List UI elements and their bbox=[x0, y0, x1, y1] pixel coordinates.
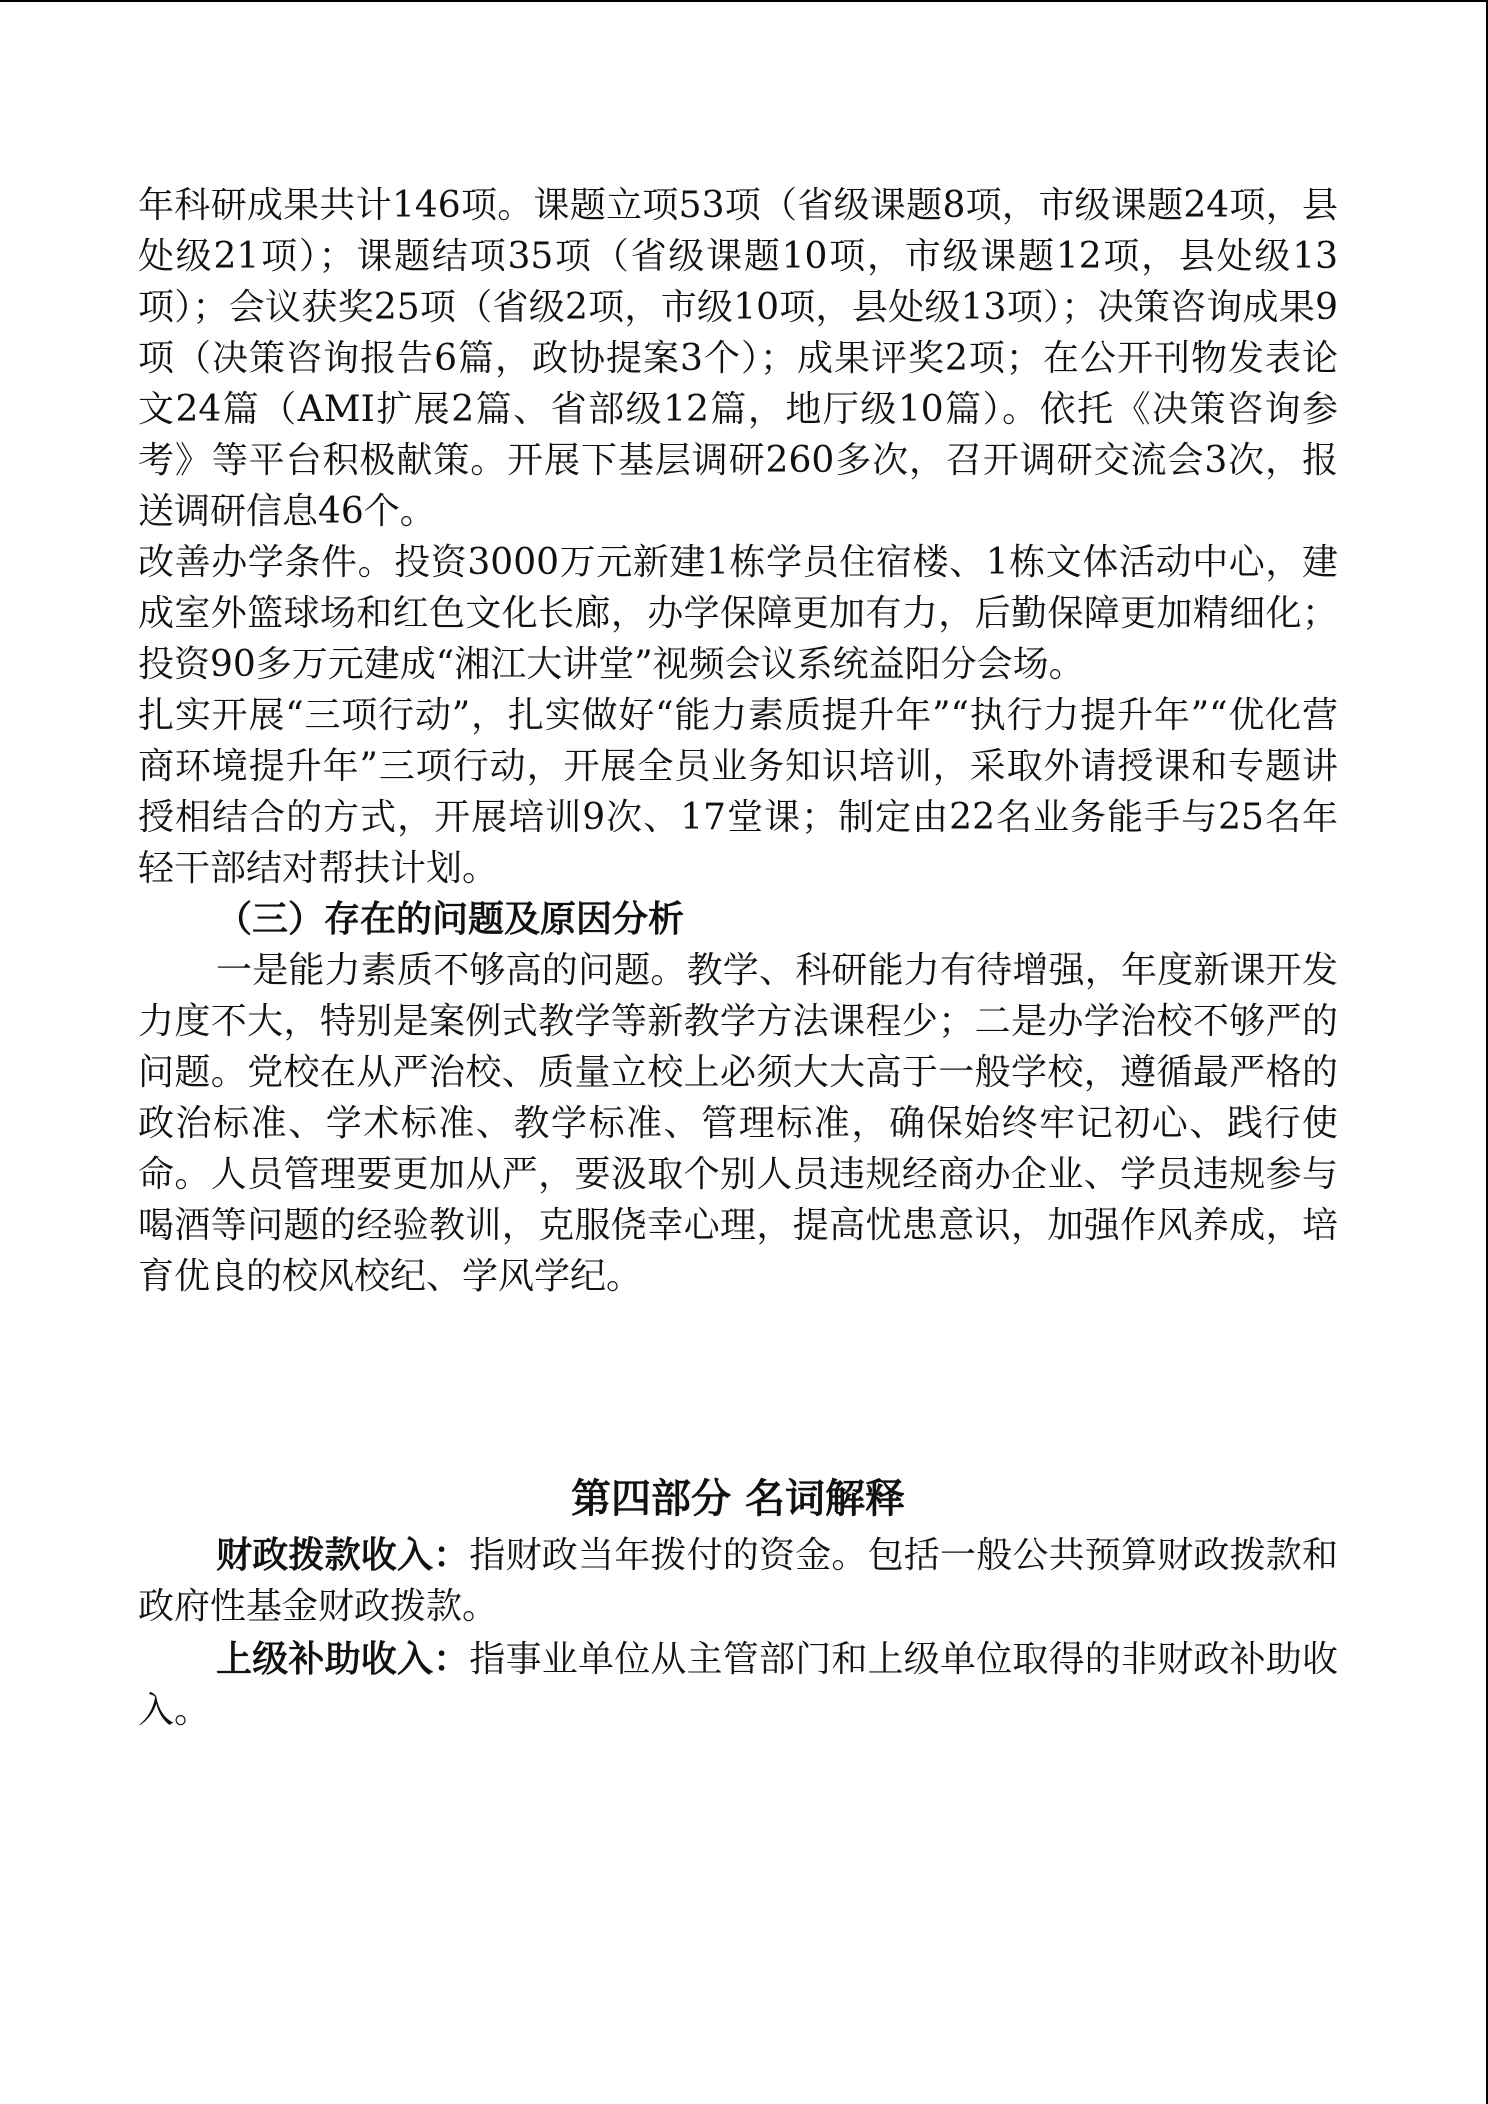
research-results-paragraph: 年科研成果共计146项。课题立项53项（省级课题8项，市级课题24项，县处级21项）；课题结项35项（省级课题10项，市级课题12项，县处级13项）；会议获奖25项（省级2项，市级10项，县处级13项）；决策咨询成果9项（决策咨询报告6篇，政协提案3个）；成果评奖2项；在公开刊物发表论文24篇（AMI扩展2篇、省部级12篇，地厅级10篇）。依托《决策咨询参考》等平台积极献策。开展下基层调研260多次，召开调研交流会3次，报送调研信息46个。 bbox=[138, 185, 1338, 532]
problems-heading: （三）存在的问题及原因分析 bbox=[216, 898, 685, 940]
glossary-section-title: 第四部分 名词解释 bbox=[571, 1475, 905, 1522]
glossary-entry-superior-subsidy bbox=[138, 1634, 1338, 1736]
glossary-term: 上级补助收入： bbox=[216, 1638, 470, 1680]
glossary-entry-fiscal-appropriation bbox=[138, 1530, 1338, 1632]
page-border-top bbox=[0, 0, 1488, 2]
school-conditions-paragraph: 改善办学条件。投资3000万元新建1栋学员住宿楼、1栋文体活动中心，建成室外篮球场和红色文化长廊，办学保障更加有力，后勤保障更加精细化；投资90多万元建成“湘江大讲堂”视频会议系统益阳分会场。 bbox=[138, 542, 1338, 685]
glossary-definition: 指事业单位从主管部门和上级单位取得的非财政补助收入。 bbox=[138, 1639, 1338, 1731]
document-body bbox=[138, 180, 1338, 1736]
problems-paragraph: 一是能力素质不够高的问题。教学、科研能力有待增强，年度新课开发力度不大，特别是案例式教学等新教学方法课程少；二是办学治校不够严的问题。党校在从严治校、质量立校上必须大大高于一般学校，遵循最严格的政治标准、学术标准、教学标准、管理标准，确保始终牢记初心、践行使命。人员管理要更加从严，要汲取个别人员违规经商办企业、学员违规参与喝酒等问题的经验教训，克服侥幸心理，提高忧患意识，加强作风养成，培育优良的校风校纪、学风学纪。 bbox=[138, 950, 1338, 1297]
glossary-definition: 指财政当年拨付的资金。包括一般公共预算财政拨款和政府性基金财政拨款。 bbox=[138, 1535, 1338, 1627]
glossary-term: 财政拨款收入： bbox=[216, 1534, 470, 1576]
three-actions-paragraph: 扎实开展“三项行动”，扎实做好“能力素质提升年”“执行力提升年”“优化营商环境提升年”三项行动，开展全员业务知识培训，采取外请授课和专题讲授相结合的方式，开展培训9次、17堂课；制定由22名业务能手与25名年轻干部结对帮扶计划。 bbox=[138, 695, 1338, 889]
